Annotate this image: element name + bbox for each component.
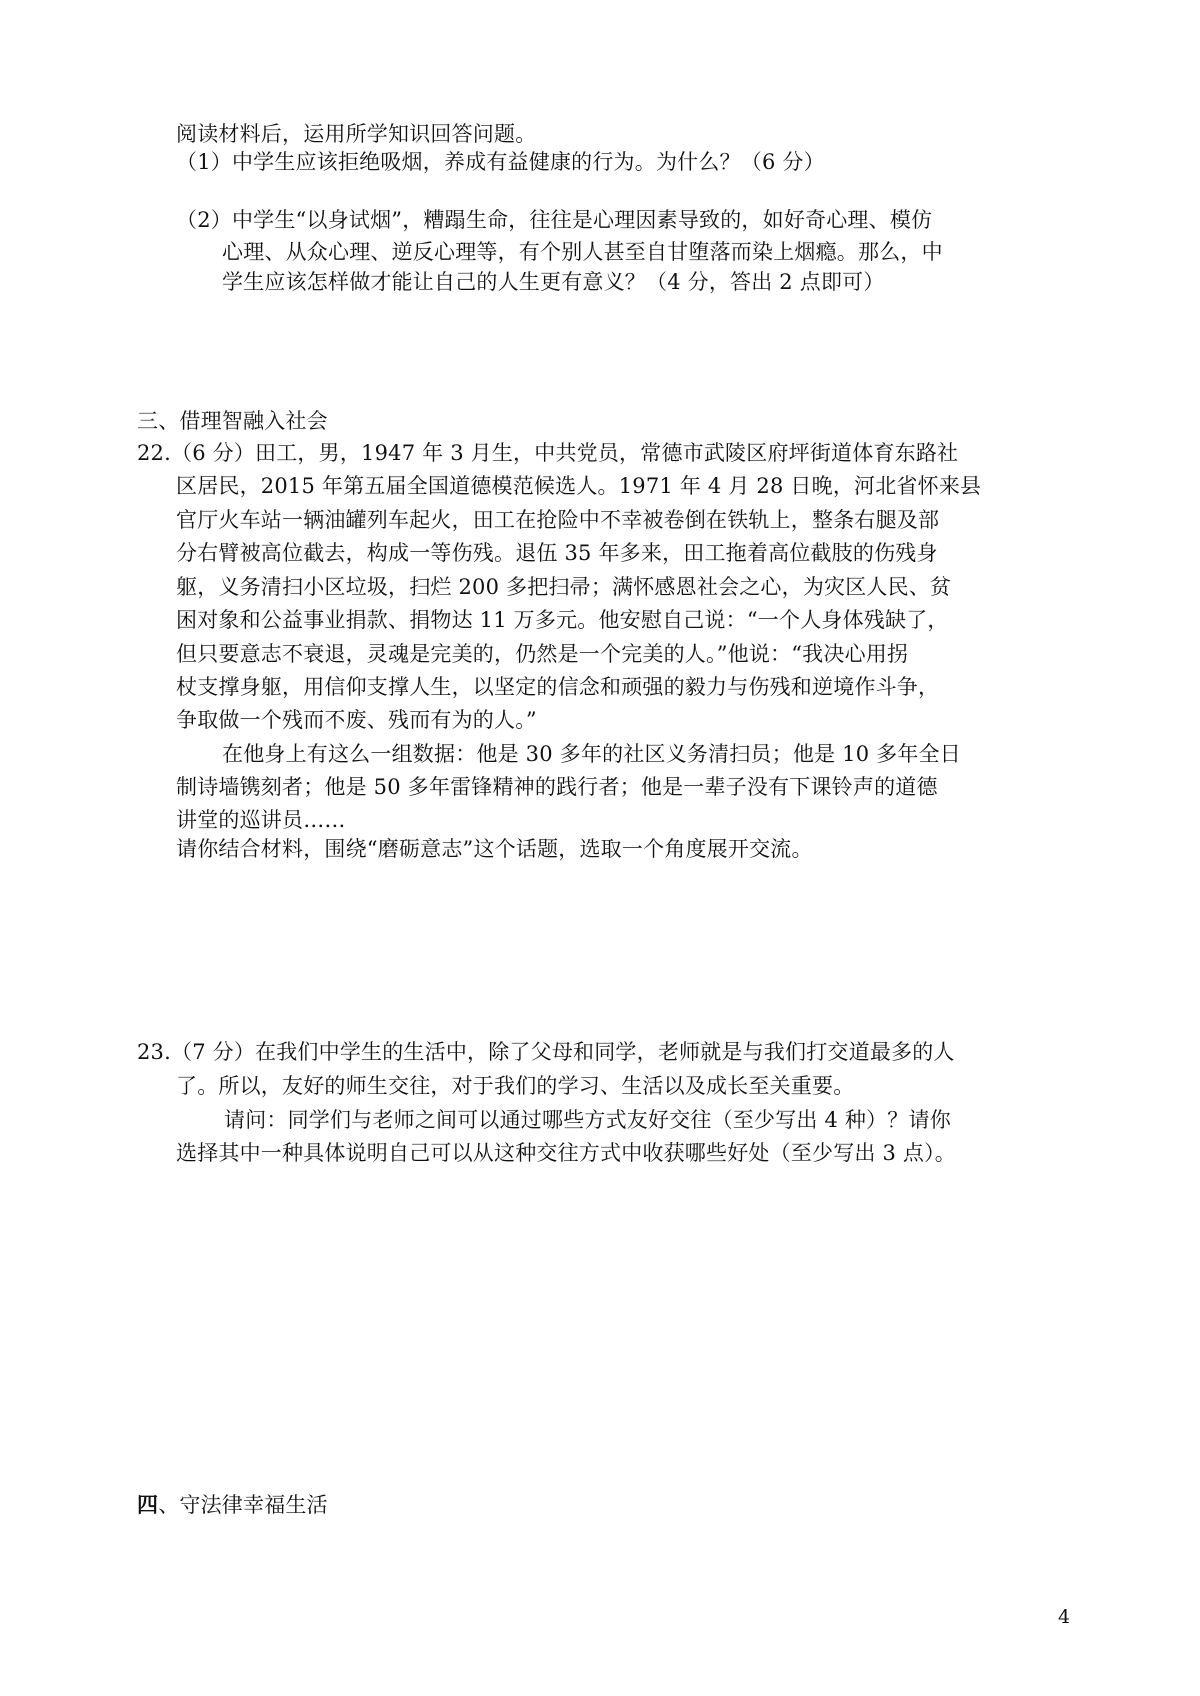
question-22-line-8: 杖支撑身躯，用信仰支撑人生，以坚定的信念和顽强的毅力与伤残和逆境作斗争， (176, 675, 940, 699)
question-22-line-6: 困对象和公益事业捐款、捐物达 11 万多元。他安慰自己说：“一个人身体残缺了， (176, 608, 949, 632)
section-4-heading-title: 、守法律幸福生活 (158, 1493, 328, 1517)
question-22-line-3: 官厅火车站一辆油罐列车起火，田工在抢险中不幸被卷倒在铁轨上，整条右腿及部 (176, 508, 940, 532)
question-22-line-7: 但只要意志不衰退，灵魂是完美的，仍然是一个完美的人。”他说：“我决心用拐 (176, 642, 909, 666)
question-22-line-1: 22.（6 分）田工，男，1947 年 3 月生，中共党员，常德市武陵区府坪街道体育东路社 (137, 441, 959, 465)
question-21-part-1: （1）中学生应该拒绝吸烟，养成有益健康的行为。为什么？（6 分） (176, 150, 825, 174)
question-22-line-11: 制诗墙镌刻者；他是 50 多年雷锋精神的践行者；他是一辈子没有下课铃声的道德 (176, 775, 938, 799)
question-22-line-4: 分右臂被高位截去，构成一等伤残。退伍 35 年多来，田工拖着高位截肢的伤残身 (176, 541, 938, 565)
question-21-part-2-line-3: 学生应该怎样做才能让自己的人生更有意义？（4 分，答出 2 点即可） (222, 270, 885, 294)
reading-instruction: 阅读材料后，运用所学知识回答问题。 (176, 122, 537, 146)
question-22-line-12: 讲堂的巡讲员…… (176, 808, 346, 832)
section-4-heading-number: 四 (137, 1492, 159, 1517)
question-21-part-2-line-2: 心理、从众心理、逆反心理等，有个别人甚至自甘堕落而染上烟瘾。那么，中 (222, 240, 943, 264)
section-3-heading: 三、借理智融入社会 (137, 409, 328, 433)
question-23-line-1: 23.（7 分）在我们中学生的生活中，除了父母和同学，老师就是与我们打交道最多的人 (137, 1040, 955, 1064)
question-22-line-9: 争取做一个残而不废、残而有为的人。” (176, 708, 537, 732)
question-23-line-2: 了。所以，友好的师生交往，对于我们的学习、生活以及成长至关重要。 (176, 1074, 855, 1098)
section-4-heading (137, 1490, 328, 1520)
question-23-line-4: 选择其中一种具体说明自己可以从这种交往方式中收获哪些好处（至少写出 3 点）。 (176, 1141, 957, 1165)
question-21-part-2-line-1: （2）中学生“以身试烟”，糟蹋生命，往往是心理因素导致的，如好奇心理、模仿 (176, 208, 933, 232)
page-number: 4 (1058, 1606, 1071, 1628)
question-22-line-5: 躯，义务清扫小区垃圾，扫烂 200 多把扫帚；满怀感恩社会之心，为灾区人民、贫 (176, 575, 952, 599)
question-22-line-2: 区居民，2015 年第五届全国道德模范候选人。1971 年 4 月 28 日晚，河北省怀来县 (176, 474, 982, 498)
question-22-line-10: 在他身上有这么一组数据：他是 30 多年的社区义务清扫员；他是 10 多年全日 (222, 742, 961, 766)
question-23-line-3: 请问：同学们与老师之间可以通过哪些方式友好交往（至少写出 4 种）？请你 (224, 1108, 951, 1132)
question-22-prompt: 请你结合材料，围绕“磨砺意志”这个话题，选取一个角度展开交流。 (176, 837, 813, 861)
